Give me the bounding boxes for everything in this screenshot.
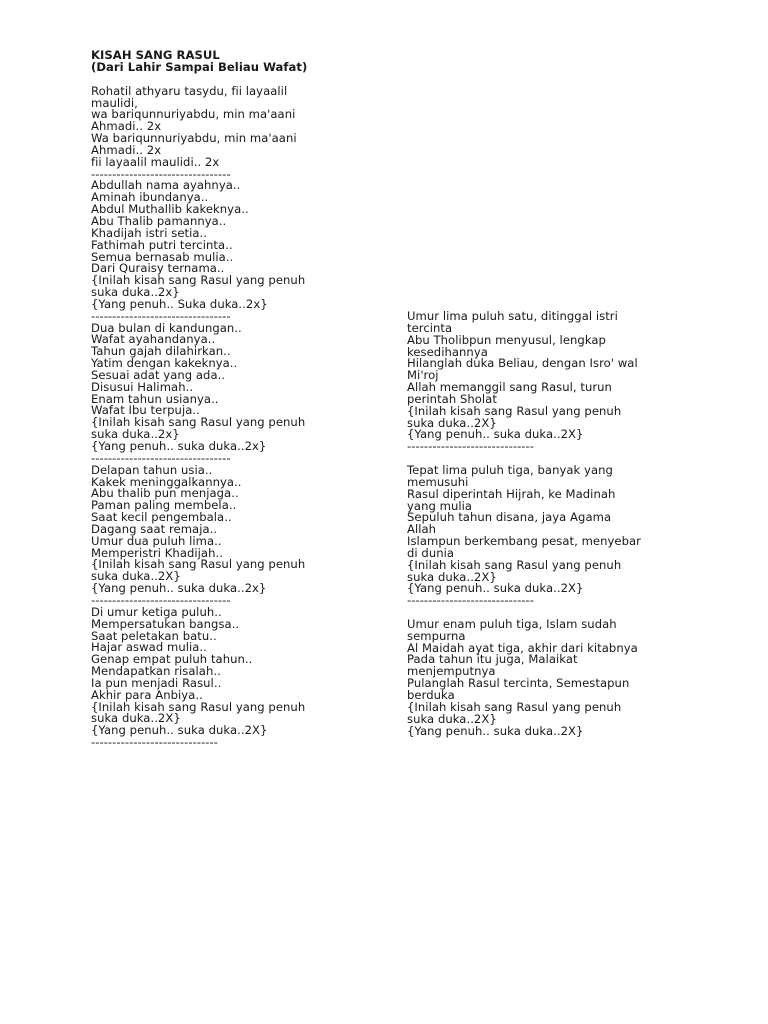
lyric-line: Aminah ibundanya.. bbox=[91, 190, 209, 205]
lyric-line: Mendapatkan risalah.. bbox=[91, 664, 221, 679]
lyric-line: Yatim dengan kakeknya.. bbox=[91, 356, 238, 371]
lyric-line: {Inilah kisah sang Rasul yang penuh bbox=[407, 557, 622, 572]
lyric-line: Abu thalib pun menjaga.. bbox=[91, 486, 239, 501]
left-column bbox=[91, 50, 391, 749]
lyric-line: Mi'roj bbox=[407, 368, 439, 383]
lyric-line: Saat peletakan batu.. bbox=[91, 628, 217, 643]
lyric-line: Allah bbox=[407, 522, 437, 537]
lyric-line: perintah Sholat bbox=[407, 391, 497, 406]
lyric-line: ------------------------------ bbox=[407, 593, 535, 608]
lyric-line: {Yang penuh.. suka duka..2X} bbox=[407, 427, 584, 442]
lyric-line: {Inilah kisah sang Rasul yang penuh bbox=[407, 403, 622, 418]
lyric-line: Kakek meninggalkannya.. bbox=[91, 474, 242, 489]
lyric-line: Rohatil athyaru tasydu, fii layaalil bbox=[91, 83, 288, 98]
lyric-line: suka duka..2X} bbox=[407, 415, 497, 430]
lyric-line: Wafat ayahandanya.. bbox=[91, 332, 216, 347]
lyric-line: {Yang penuh.. suka duka..2x} bbox=[91, 439, 267, 453]
lyric-line: suka duka..2x} bbox=[91, 285, 180, 300]
document-title: KISAH SANG RASUL bbox=[91, 48, 220, 62]
lyric-line: Allah memanggil sang Rasul, turun bbox=[407, 380, 612, 395]
lyric-line: Ia pun menjadi Rasul.. bbox=[91, 675, 222, 690]
lyric-line: --------------------------------- bbox=[91, 308, 231, 323]
lyric-line: Delapan tahun usia.. bbox=[91, 462, 213, 477]
lyric-line: suka duka..2X} bbox=[407, 711, 497, 726]
lyric-line: {Inilah kisah sang Rasul yang penuh bbox=[407, 699, 622, 714]
lyric-line: memusuhi bbox=[407, 474, 469, 489]
lyric-line: ------------------------------ bbox=[407, 439, 535, 454]
lyric-line: wa bariqunnuriyabdu, min ma'aani bbox=[91, 107, 296, 122]
lyric-line: {Yang penuh.. suka duka..2x} bbox=[91, 581, 267, 596]
lyric-line: sempurna bbox=[407, 628, 466, 643]
lyric-line: Dari Quraisy ternama.. bbox=[91, 261, 225, 276]
lyric-line: fii layaalil maulidi.. 2x bbox=[91, 154, 220, 169]
lyric-line: suka duka..2X} bbox=[91, 711, 181, 726]
lyric-line: {Yang penuh.. suka duka..2X} bbox=[91, 723, 268, 738]
lyric-line: Dua bulan di kandungan.. bbox=[91, 320, 242, 335]
lyric-line: Pada tahun itu juga, Malaikat bbox=[407, 652, 578, 667]
lyric-line: Al Maidah ayat tiga, akhir dari kitabnya bbox=[407, 640, 638, 655]
lyric-line: maulidi, bbox=[91, 95, 138, 110]
lyric-line: Paman paling membela.. bbox=[91, 498, 237, 513]
right-lyrics bbox=[407, 311, 707, 737]
lyric-line: Umur enam puluh tiga, Islam sudah bbox=[407, 616, 617, 631]
lyric-line: tercinta bbox=[407, 320, 453, 335]
lyric-line: Sepuluh tahun disana, jaya Agama bbox=[407, 510, 612, 525]
left-lyrics bbox=[91, 83, 391, 750]
lyric-line: --------------------------------- bbox=[91, 450, 231, 465]
lyric-line: menjemputnya bbox=[407, 664, 496, 679]
lyric-line: suka duka..2x} bbox=[91, 427, 180, 442]
lyric-line: Pulanglah Rasul tercinta, Semestapun bbox=[407, 676, 630, 691]
lyric-line: {Inilah kisah sang Rasul yang penuh bbox=[91, 699, 306, 714]
lyric-line: Enam tahun usianya.. bbox=[91, 391, 219, 406]
lyric-line: --------------------------------- bbox=[91, 592, 231, 607]
lyric-line: Akhir para Anbiya.. bbox=[91, 687, 203, 702]
lyric-line: Abdul Muthallib kakeknya.. bbox=[91, 202, 249, 217]
lyric-line: Umur lima puluh satu, ditinggal istri bbox=[407, 309, 618, 323]
lyric-line: Rasul diperintah Hijrah, ke Madinah bbox=[407, 486, 616, 501]
lyric-line: {Yang penuh.. suka duka..2X} bbox=[407, 723, 584, 738]
lyric-line: Khadijah istri setia.. bbox=[91, 225, 207, 240]
lyric-line: Mempersatukan bangsa.. bbox=[91, 616, 240, 631]
lyric-line: Tahun gajah dilahirkan.. bbox=[91, 344, 231, 359]
lyric-line: ------------------------------ bbox=[91, 735, 219, 750]
lyric-line: Abdullah nama ayahnya.. bbox=[91, 178, 241, 193]
lyric-line: Sesuai adat yang ada.. bbox=[91, 367, 226, 382]
lyric-line: Ahmadi.. 2x bbox=[91, 142, 162, 157]
lyric-line: Hajar aswad mulia.. bbox=[91, 640, 207, 655]
lyric-line: Umur dua puluh lima.. bbox=[91, 533, 222, 548]
lyric-line: Fathimah putri tercinta.. bbox=[91, 237, 233, 252]
lyric-line: {Yang penuh.. suka duka..2X} bbox=[407, 581, 584, 596]
document-subtitle: (Dari Lahir Sampai Beliau Wafat) bbox=[91, 59, 308, 74]
lyric-line: Ahmadi.. 2x bbox=[91, 119, 162, 134]
lyric-line: suka duka..2X} bbox=[407, 569, 497, 584]
right-column bbox=[407, 311, 707, 737]
lyric-line: Hilanglah duka Beliau, dengan Isro' wal bbox=[407, 356, 638, 371]
lyric-line: kesedihannya bbox=[407, 344, 488, 359]
lyric-line: {Inilah kisah sang Rasul yang penuh bbox=[91, 273, 306, 288]
lyric-line: Saat kecil pengembala.. bbox=[91, 510, 232, 525]
lyric-line: Wafat Ibu terpuja.. bbox=[91, 403, 200, 418]
lyric-line: {Yang penuh.. Suka duka..2x} bbox=[91, 296, 268, 311]
lyric-line: Semua bernasab mulia.. bbox=[91, 249, 234, 264]
lyric-line: {Inilah kisah sang Rasul yang penuh bbox=[91, 415, 306, 430]
lyric-line: --------------------------------- bbox=[91, 166, 231, 181]
lyric-line: Dagang saat remaja.. bbox=[91, 521, 218, 536]
lyric-line: Genap empat puluh tahun.. bbox=[91, 652, 253, 667]
lyric-line: {Inilah kisah sang Rasul yang penuh bbox=[91, 557, 306, 572]
lyric-line: Abu Thalib pamannya.. bbox=[91, 213, 227, 228]
lyric-line: Abu Tholibpun menyusul, lengkap bbox=[407, 332, 606, 347]
lyric-line: suka duka..2X} bbox=[91, 569, 181, 584]
lyric-line: Di umur ketiga puluh.. bbox=[91, 604, 222, 619]
lyric-line: Tepat lima puluh tiga, banyak yang bbox=[407, 462, 613, 477]
lyric-line: Islampun berkembang pesat, menyebar bbox=[407, 534, 641, 549]
lyric-line: berduka bbox=[407, 688, 455, 702]
lyric-line: Memperistri Khadijah.. bbox=[91, 545, 223, 560]
lyric-line: di dunia bbox=[407, 545, 455, 560]
lyric-line: yang mulia bbox=[407, 498, 473, 513]
lyric-line: Wa bariqunnuriyabdu, min ma'aani bbox=[91, 131, 297, 146]
lyric-line: Disusui Halimah.. bbox=[91, 379, 194, 394]
